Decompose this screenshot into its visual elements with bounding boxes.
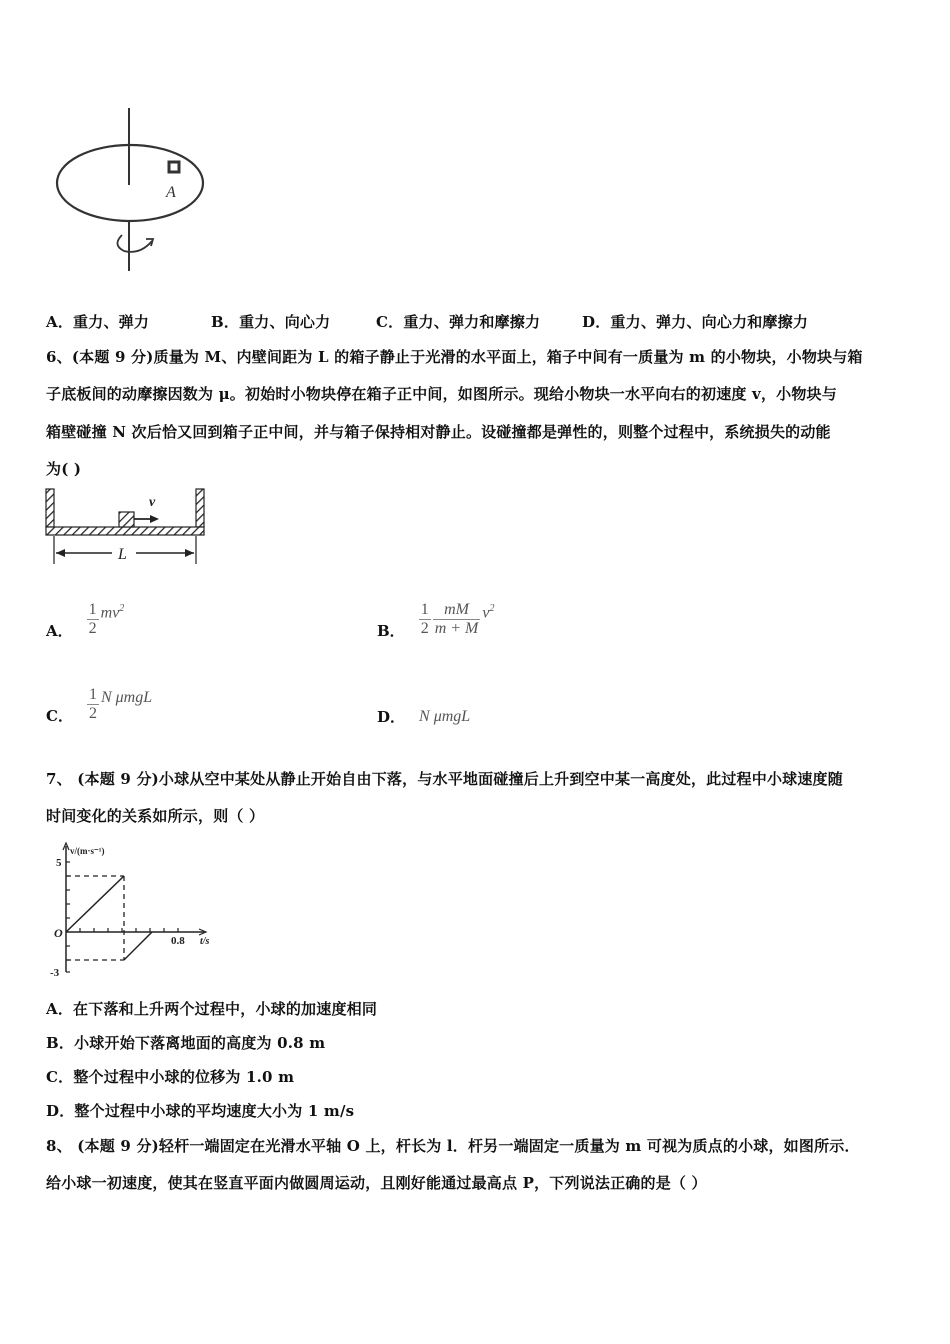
rotating-disk-figure xyxy=(52,105,212,275)
box-block-figure xyxy=(44,486,210,566)
q6-line-2: 子底板间的动摩擦因数为 μ。初始时小物块停在箱子正中间，如图所示。现给小物块一水平向右的初速度 v，小物块与 xyxy=(46,385,837,403)
q6-option-a[interactable]: A． $\frac{1}{2}$ $mv^2$ xyxy=(46,601,125,640)
q6-line-3: 箱壁碰撞 N 次后恰又回到箱子正中间，并与箱子保持相对静止。设碰撞都是弹性的，则整个过程中，系统损失的动能 xyxy=(46,423,831,441)
x-axis-label: t/s xyxy=(200,936,210,947)
q5-option-a[interactable]: A．重力、弹力 xyxy=(46,313,150,331)
y-tick-neg3: -3 xyxy=(50,967,60,979)
q8-line-2: 给小球一初速度，使其在竖直平面内做圆周运动，且刚好能通过最高点 P，下列说法正确的是（ ） xyxy=(46,1174,707,1192)
q6-option-c[interactable]: C． $\frac{1}{2}$ N μmgL xyxy=(46,686,153,725)
q7-line-2: 时间变化的关系如所示，则（ ） xyxy=(46,807,265,825)
q7-option-d[interactable]: D．整个过程中小球的平均速度大小为 1 m/s xyxy=(46,1102,355,1120)
q7-option-a[interactable]: A．在下落和上升两个过程中，小球的加速度相同 xyxy=(46,1000,378,1018)
q8-line-1: 8、 (本题 9 分)轻杆一端固定在光滑水平轴 O 上，杆长为 l．杆另一端固定一质量为 m 可视为质点的小球，如图所示． xyxy=(46,1137,860,1155)
point-a-label: A xyxy=(166,184,176,201)
q5-option-b[interactable]: B．重力、向心力 xyxy=(211,313,331,331)
velocity-label: v xyxy=(149,495,156,510)
q6-line-4: 为( ) xyxy=(46,460,82,478)
y-tick-5: 5 xyxy=(56,857,62,869)
q6-option-b[interactable]: B． $\frac{1}{2}$ $\frac{mM}{m + M}$ $v^2$ xyxy=(377,601,495,640)
y-axis-label: v/(m·s⁻¹) xyxy=(70,846,105,856)
q5-option-d[interactable]: D．重力、弹力、向心力和摩擦力 xyxy=(582,313,809,331)
length-label: L xyxy=(118,546,127,563)
q7-option-b[interactable]: B．小球开始下落离地面的高度为 0.8 m xyxy=(46,1034,326,1052)
q6-line-1: 6、(本题 9 分)质量为 M、内壁间距为 L 的箱子静止于光滑的水平面上，箱子中间有一质量为 m 的小物块，小物块与箱 xyxy=(46,348,863,366)
q5-options xyxy=(46,311,808,332)
q5-option-c[interactable]: C．重力、弹力和摩擦力 xyxy=(376,313,541,331)
x-tick-0-8: 0.8 xyxy=(171,935,185,947)
velocity-time-chart xyxy=(44,840,224,982)
q7-line-1: 7、 (本题 9 分)小球从空中某处从静止开始自由下落，与水平地面碰撞后上升到空中某一高度处，此过程中小球速度随 xyxy=(46,770,843,788)
q7-option-c[interactable]: C．整个过程中小球的位移为 1.0 m xyxy=(46,1068,295,1086)
origin-label: O xyxy=(54,926,63,940)
q6-option-d[interactable]: D． N μmgL xyxy=(377,707,471,726)
